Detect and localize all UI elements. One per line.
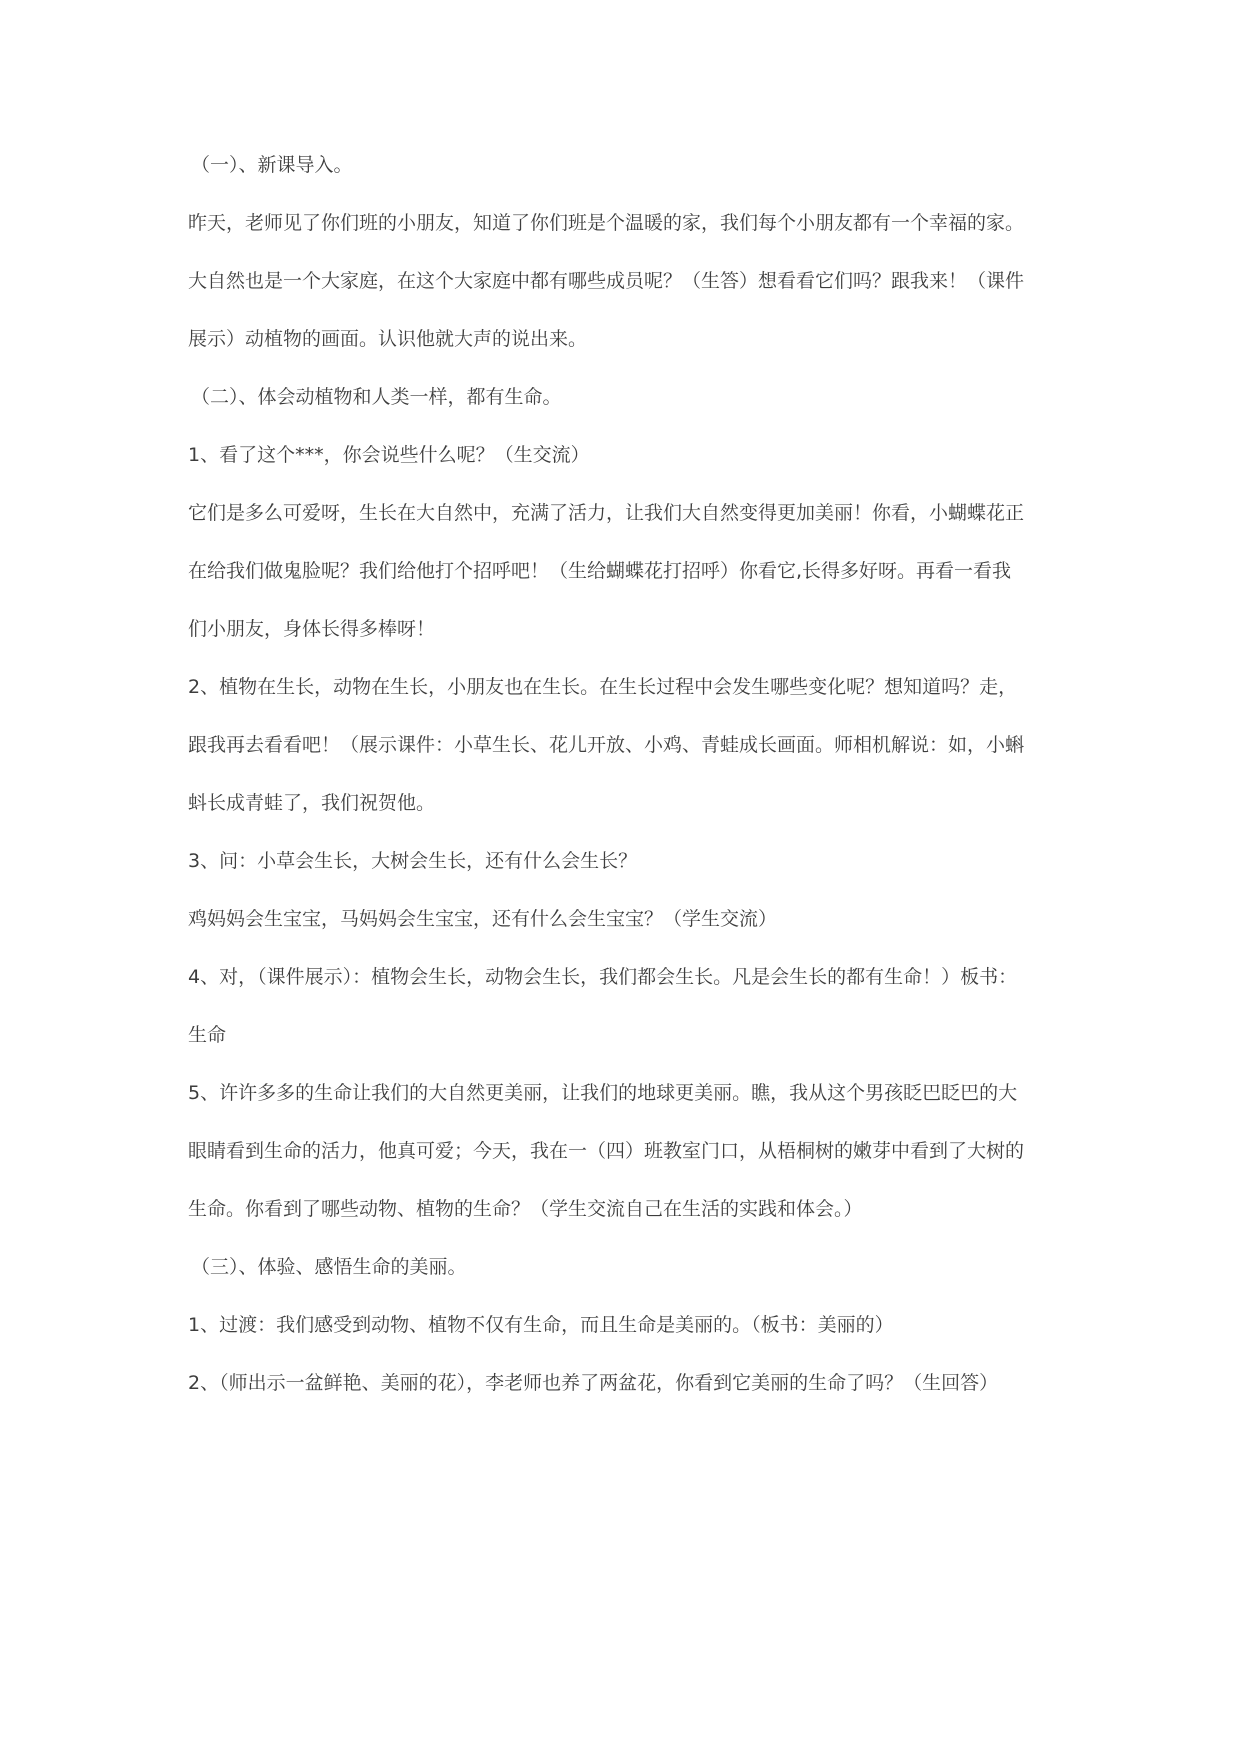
paragraph-line: 3、问：小草会生长，大树会生长，还有什么会生长？ — [188, 850, 638, 872]
paragraph-line: 2、（师出示一盆鲜艳、美丽的花），李老师也养了两盆花，你看到它美丽的生命了吗？（生回答） — [188, 1372, 999, 1394]
paragraph-line: 它们是多么可爱呀，生长在大自然中，充满了活力，让我们大自然变得更加美丽！你看，小蝴蝶花正 — [188, 502, 1025, 524]
paragraph-line: 鸡妈妈会生宝宝，马妈妈会生宝宝，还有什么会生宝宝？（学生交流） — [188, 908, 778, 930]
paragraph-line: 生命。你看到了哪些动物、植物的生命？（学生交流自己在生活的实践和体会。） — [188, 1198, 863, 1220]
paragraph-line: 跟我再去看看吧！（展示课件：小草生长、花儿开放、小鸡、青蛙成长画面。师相机解说：如，小蝌 — [188, 734, 1025, 756]
section-heading-1: （一）、新课导入。 — [191, 154, 353, 176]
section-heading-2: （二）、体会动植物和人类一样，都有生命。 — [191, 386, 562, 408]
section-heading-3: （三）、体验、感悟生命的美丽。 — [191, 1256, 467, 1278]
paragraph-line: 昨天，老师见了你们班的小朋友，知道了你们班是个温暖的家，我们每个小朋友都有一个幸福的家。 — [188, 212, 1025, 234]
paragraph-line: 蚪长成青蛙了，我们祝贺他。 — [188, 792, 436, 814]
paragraph-line: 1、看了这个***，你会说些什么呢？（生交流） — [188, 444, 590, 466]
paragraph-line: 大自然也是一个大家庭，在这个大家庭中都有哪些成员呢？（生答）想看看它们吗？跟我来！（课件 — [188, 270, 1025, 292]
paragraph-line: 5、许许多多的生命让我们的大自然更美丽，让我们的地球更美丽。瞧，我从这个男孩眨巴眨巴的大 — [188, 1082, 1018, 1104]
paragraph-line: 4、对，（课件展示）：植物会生长，动物会生长，我们都会生长。凡是会生长的都有生命！）板书： — [188, 966, 1018, 988]
paragraph-line: 2、植物在生长，动物在生长，小朋友也在生长。在生长过程中会发生哪些变化呢？想知道吗？走， — [188, 676, 1018, 698]
paragraph-line: 们小朋友，身体长得多棒呀！ — [188, 618, 436, 640]
paragraph-line: 展示）动植物的画面。认识他就大声的说出来。 — [188, 328, 588, 350]
paragraph-line: 在给我们做鬼脸呢？我们给他打个招呼吧！（生给蝴蝶花打招呼）你看它,长得多好呀。再看一看我 — [188, 560, 1012, 582]
paragraph-line: 生命 — [188, 1024, 227, 1046]
paragraph-line: 眼睛看到生命的活力，他真可爱；今天，我在一（四）班教室门口，从梧桐树的嫩芽中看到了大树的 — [188, 1140, 1025, 1162]
paragraph-line: 1、过渡：我们感受到动物、植物不仅有生命，而且生命是美丽的。（板书：美丽的） — [188, 1314, 894, 1336]
